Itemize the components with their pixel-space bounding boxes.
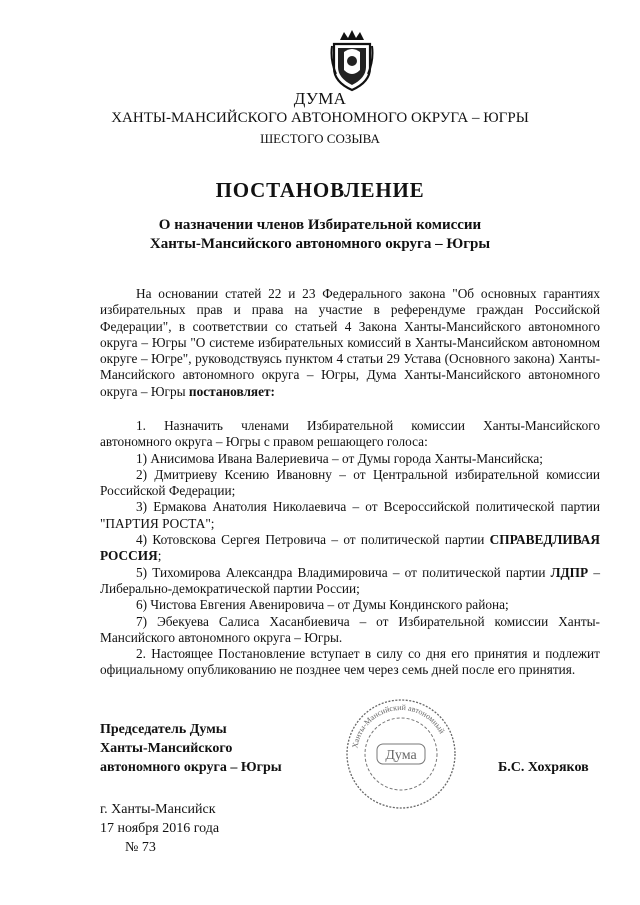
preamble-block — [100, 286, 600, 400]
role-line3: автономного округа – Югры — [100, 760, 282, 775]
official-seal-stamp — [344, 697, 458, 811]
subject-line1: О назначении членов Избирательной комиссии — [158, 217, 482, 233]
org-name-line1: ДУМА — [293, 89, 347, 108]
preamble-paragraph — [100, 286, 600, 400]
point-1-intro: 1. Назначить членами Избирательной комиссии Ханты-Мансийского автономного округа – Югры с правом решающего голоса: — [100, 418, 600, 450]
convocation-line: ШЕСТОГО СОЗЫВА — [260, 131, 380, 146]
adoption-date: 17 ноября 2016 года — [100, 821, 220, 836]
org-name-line2: ХАНТЫ-МАНСИЙСКОГО АВТОНОМНОГО ОКРУГА – ЮГРЫ — [111, 110, 529, 126]
member-item: 4) Котовскова Сергея Петровича – от политической партии СПРАВЕДЛИВАЯ РОССИЯ; — [100, 532, 600, 564]
signatory-name: Б.С. Хохряков — [498, 760, 589, 775]
role-line1: Председатель Думы — [100, 722, 227, 737]
document-number: № 73 — [125, 840, 156, 855]
point-2-paragraph: 2. Настоящее Постановление вступает в силу со дня его принятия и подлежит официальному опубликованию не позднее чем через семь дней после его принятия. — [100, 646, 600, 678]
member-item: 2) Дмитриеву Ксению Ивановну – от Центральной избирательной комиссии Российской Федерации; — [100, 466, 600, 499]
coat-of-arms-icon — [330, 30, 374, 92]
signatory-role — [100, 720, 282, 777]
preamble-text: На основании статей 22 и 23 Федерального закона "Об основных гарантиях избирательных прав и права на участие в референдуме граждан Российской Федерации", в соответствии со статьей 4 Закона Ханты-Мансийского автономного округа – Югры "О системе избирательных комиссий в Ханты-Мансийском автономном округе – Югре", руководствуясь пунктом 4 статьи 29 Устава (Основного закона) Ханты-Мансийского автономного округа – Югры, Дума Ханты-Мансийского автономного округа – Югры — [100, 286, 600, 399]
member-item: 1) Анисимова Ивана Валериевича – от Думы города Ханты-Мансийска; — [136, 450, 543, 466]
document-title: ПОСТАНОВЛЕНИЕ — [215, 178, 425, 202]
stamp-ring-text: Ханты-Мансийский автономный — [350, 702, 447, 749]
point-1-block — [100, 418, 600, 679]
role-line2: Ханты-Мансийского — [100, 741, 233, 756]
member-item: 7) Эбекуева Салиса Хасанбиевича – от Избирательной комиссии Ханты-Мансийского автономного округа – Югры. — [100, 613, 600, 645]
member-item: 6) Чистова Евгения Авенировича – от Думы Кондинского района; — [136, 597, 509, 613]
stamp-center-text: Дума — [385, 748, 417, 763]
member-item: 5) Тихомирова Александра Владимировича – от политической партии ЛДПР – Либерально-демократической партии России; — [100, 564, 600, 596]
member-item: 3) Ермакова Анатолия Николаевича – от Всероссийской политической партии "ПАРТИЯ РОСТА"; — [100, 499, 600, 531]
resolves-keyword: постановляет: — [188, 383, 275, 399]
subject-line2: Ханты-Мансийского автономного округа – Югры — [149, 236, 491, 252]
place-of-adoption: г. Ханты-Мансийск — [100, 802, 216, 817]
